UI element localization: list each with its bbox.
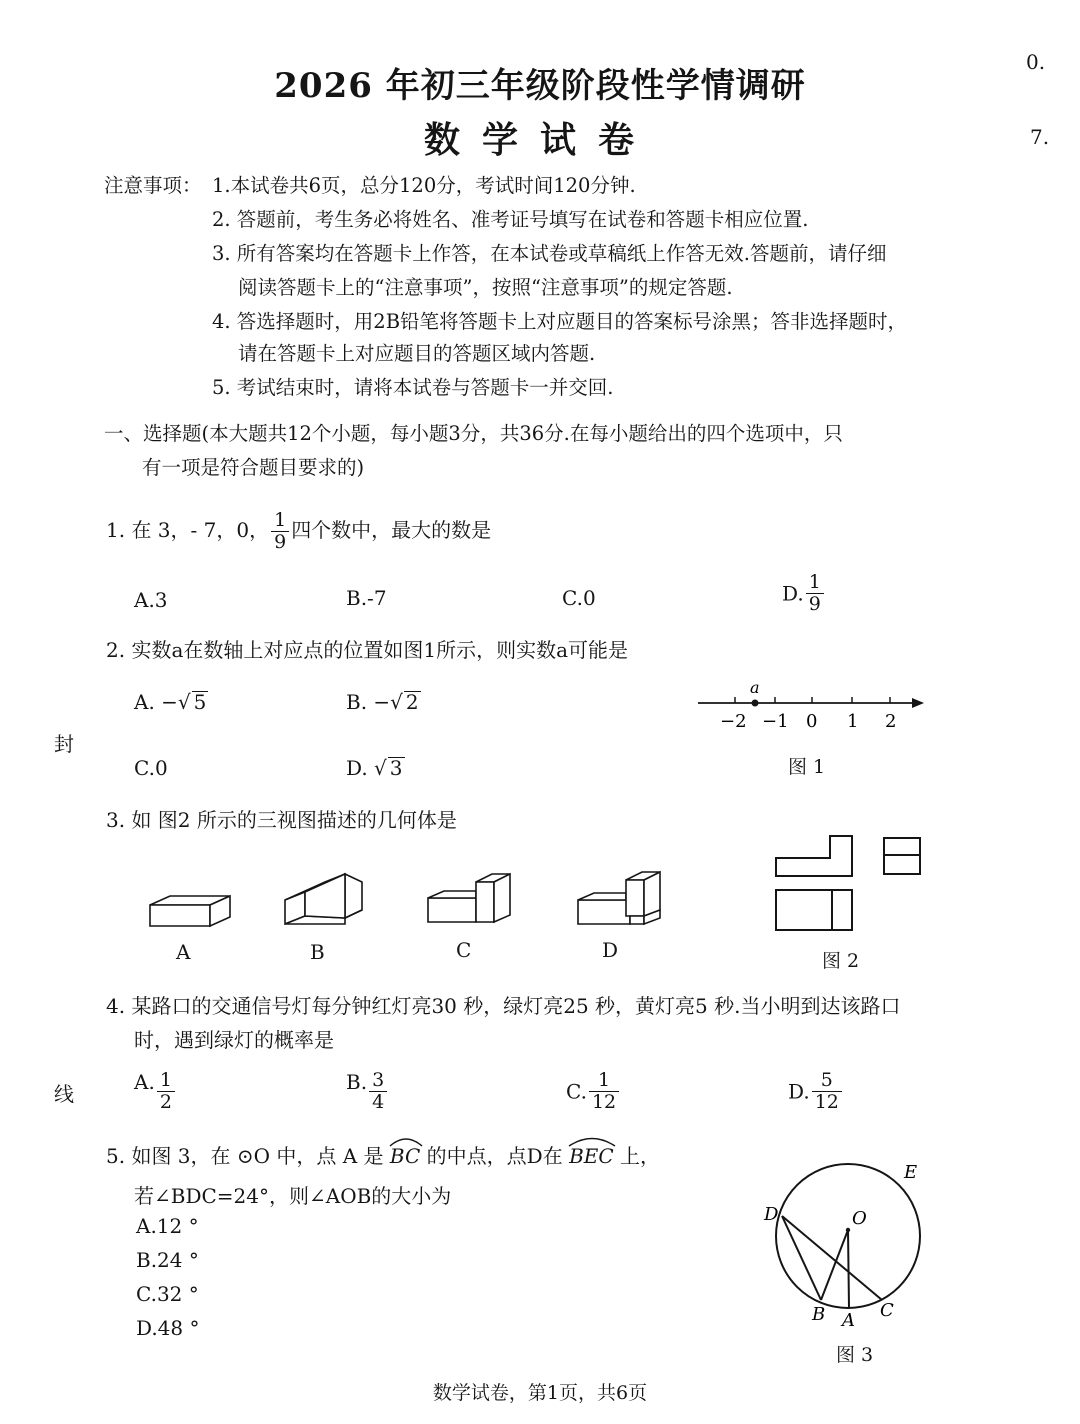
note-item-3: 3. 所有答案均在答题卡上作答，在本试卷或草稿纸上作答无效.答题前，请仔细 [212, 242, 887, 265]
q4-d-den: 12 [812, 1091, 842, 1113]
q4-c-den: 12 [589, 1091, 619, 1113]
arc-bc-label: BC [389, 1144, 421, 1168]
axis-label-0: 0 [806, 711, 818, 732]
question-5-stem [106, 1140, 660, 1169]
question-4-stem: 4. 某路口的交通信号灯每分钟红灯亮30 秒，绿灯亮25 秒，黄灯亮5 秒.当小明到达该路口 [106, 994, 901, 1018]
sqrt-icon: √ [390, 690, 403, 714]
sqrt-icon: √ [374, 756, 387, 780]
note-item-5: 5. 考试结束时，请将本试卷与答题卡一并交回. [212, 376, 614, 399]
chord-db [782, 1216, 821, 1300]
q1-option-d-fraction [806, 572, 824, 615]
arc-symbol-icon [388, 1135, 424, 1147]
q1-fraction [271, 510, 289, 553]
section-heading: 一、选择题(本大题共12个小题，每小题3分，共36分.在每小题给出的四个选项中，只 [104, 422, 843, 445]
point-a-dot [752, 700, 759, 707]
q4-option-b [346, 1070, 389, 1113]
q2-option-d [346, 756, 405, 780]
solid-d-l-block [578, 872, 660, 924]
binding-seal-mark: 封 [54, 732, 74, 756]
solid-label-c: C [456, 938, 472, 962]
arc-bec [569, 1144, 614, 1168]
notes-label: 注意事项： [104, 174, 202, 197]
solid-label-b: B [310, 940, 325, 964]
question-2-stem: 2. 实数a在数轴上对应点的位置如图1所示，则实数a可能是 [106, 638, 629, 662]
solid-c-l-block [428, 874, 510, 922]
note-item-4: 4. 答选择题时，用2B铅笔将答题卡上对应题目的答案标号涂黑；答非选择题时， [212, 310, 908, 333]
exam-title: 2026 年初三年级阶段性学情调研 [274, 66, 806, 106]
q1-suffix: 四个数中，最大的数是 [291, 518, 492, 542]
q4-d-fraction [812, 1070, 842, 1113]
axis-label-neg2: −2 [720, 711, 747, 732]
arrow-right-icon [912, 698, 924, 708]
q1-option-c: C.0 [562, 586, 596, 610]
figure-1-caption: 图 1 [788, 756, 826, 778]
q1-frac-num: 1 [274, 509, 287, 531]
solid-a-flat-box [150, 896, 230, 926]
q4-a-label: A. [134, 1070, 155, 1094]
q5-part-3: 上， [620, 1144, 661, 1168]
q4-a-den: 2 [157, 1091, 175, 1113]
point-label-b: B [812, 1304, 826, 1325]
point-label-c: C [880, 1300, 894, 1321]
q4-b-fraction [369, 1070, 387, 1113]
figure-1-number-line [690, 676, 940, 746]
radius-ob [821, 1230, 848, 1300]
arc-bec-label: BEC [569, 1144, 614, 1168]
point-a-label: a [750, 678, 760, 697]
q2-b-label: B. − [346, 690, 391, 714]
q1-d-den: 9 [806, 593, 824, 615]
q1-option-b: B.-7 [346, 586, 387, 610]
q2-b-radicand: 2 [405, 690, 419, 714]
q5-option-c: C.32 ° [136, 1282, 199, 1306]
point-label-d: D [764, 1204, 779, 1225]
front-view [776, 836, 852, 876]
center-point [846, 1228, 850, 1232]
q2-option-b [346, 690, 421, 714]
q5-option-b: B.24 ° [136, 1248, 199, 1272]
q4-b-den: 4 [369, 1091, 387, 1113]
q4-b-num: 3 [372, 1069, 385, 1091]
binding-line-mark: 线 [54, 1082, 74, 1106]
note-item-1: 1.本试卷共6页，总分120分，考试时间120分钟. [212, 174, 636, 197]
question-4-stem-cont: 时，遇到绿灯的概率是 [134, 1028, 334, 1052]
note-item-4-cont: 请在答题卡上对应题目的答题区域内答题. [238, 342, 596, 365]
question-5-stem-cont: 若∠BDC=24°，则∠AOB的大小为 [134, 1184, 452, 1208]
q1-frac-den: 9 [271, 531, 289, 553]
q4-d-label: D. [788, 1079, 810, 1104]
arc-symbol-icon [567, 1135, 617, 1147]
solid-label-a: A [176, 940, 191, 964]
axis-label-2: 2 [885, 711, 897, 732]
axis-label-neg1: −1 [762, 711, 789, 732]
q1-option-a: A.3 [134, 588, 168, 612]
figure-3-caption: 图 3 [836, 1344, 874, 1366]
figure-3-circle [756, 1154, 946, 1326]
question-3-stem: 3. 如 图2 所示的三视图描述的几何体是 [106, 808, 457, 832]
corner-mark-bottom: 7. [1030, 125, 1050, 149]
q4-c-label: C. [566, 1079, 587, 1104]
q4-option-d [788, 1070, 844, 1113]
solid-label-d: D [602, 938, 619, 962]
q2-a-radicand: 5 [193, 690, 207, 714]
q4-c-fraction [589, 1070, 619, 1113]
q1-option-d [782, 572, 826, 615]
q4-option-c [566, 1070, 621, 1113]
solid-b-wedge [285, 874, 362, 924]
q4-option-a [134, 1070, 177, 1113]
q4-d-num: 5 [820, 1069, 833, 1091]
q2-option-c: C.0 [134, 756, 168, 780]
q2-d-radicand: 3 [389, 756, 403, 780]
sqrt-icon: √ [177, 690, 191, 714]
axis-label-1: 1 [847, 711, 859, 732]
q5-option-d: D.48 ° [136, 1316, 200, 1340]
figure-3-solids [140, 860, 680, 940]
point-label-a: A [842, 1310, 855, 1326]
q1-d-num: 1 [808, 571, 821, 593]
q4-c-num: 1 [598, 1069, 611, 1091]
q5-option-a: A.12 ° [136, 1214, 199, 1238]
q5-part-2: 的中点，点D在 [426, 1144, 563, 1168]
q2-a-label: A. − [134, 690, 178, 714]
page-footer: 数学试卷，第1页，共6页 [432, 1382, 648, 1404]
q5-part-1: 5. 如图 3，在 ⊙O 中，点 A 是 [106, 1144, 384, 1168]
figure-2-three-views [770, 830, 930, 940]
point-label-o: O [852, 1208, 867, 1229]
q4-b-label: B. [346, 1070, 368, 1094]
arc-bc [390, 1144, 420, 1168]
corner-mark-top: 0. [1026, 50, 1046, 74]
question-1-stem [106, 510, 491, 553]
note-item-2: 2. 答题前，考生务必将姓名、准考证号填写在试卷和答题卡相应位置. [212, 208, 809, 231]
radius-oa [848, 1230, 849, 1308]
top-view [776, 890, 852, 930]
section-heading-cont: 有一项是符合题目要求的) [142, 456, 365, 479]
figure-2-caption: 图 2 [822, 950, 860, 972]
note-item-3-cont: 阅读答题卡上的“注意事项”，按照“注意事项”的规定答题. [238, 276, 733, 299]
q2-d-label: D. [346, 756, 375, 780]
q2-option-a [134, 690, 208, 714]
point-label-e: E [904, 1162, 918, 1183]
q4-a-fraction [157, 1070, 175, 1113]
q1-option-d-label: D. [782, 581, 804, 606]
q1-prefix: 1. 在 3，- 7，0， [106, 518, 270, 542]
exam-subtitle: 数学试卷 [423, 119, 656, 161]
q4-a-num: 1 [159, 1069, 172, 1091]
